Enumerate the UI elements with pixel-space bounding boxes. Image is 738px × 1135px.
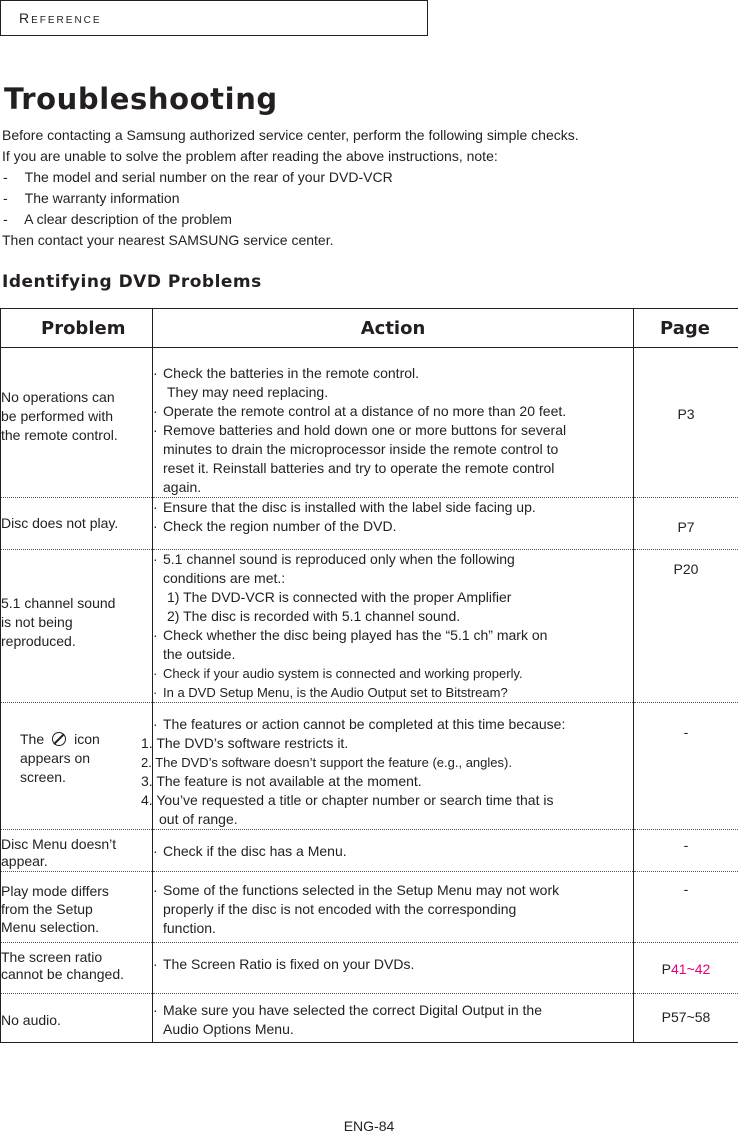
- action-cell: · The features or action cannot be completed at this time because: 1. The DVD’s software restricts it. 2. The DVD’s software doesn’t support the feature (e.g., angles). 3. The feature is not available at the moment. 4. You’ve requested a title or chapter number or search time that is out of range.: [153, 703, 634, 830]
- intro-line-3: Then contact your nearest SAMSUNG service center.: [2, 232, 334, 248]
- intro-line-2: If you are unable to solve the problem after reading the above instructions, note:: [2, 148, 498, 164]
- problem-cell: Disc does not play.: [1, 498, 153, 550]
- page-ref: P20: [634, 550, 738, 703]
- page-ref: P41~42: [634, 943, 738, 994]
- action-cell: · Make sure you have selected the correct Digital Output in the Audio Options Menu.: [153, 994, 634, 1043]
- table-row: [1, 348, 738, 498]
- table-row: [1, 943, 738, 994]
- action-cell: · Check if the disc has a Menu.: [153, 830, 634, 872]
- table-row: [1, 872, 738, 943]
- problem-cell: The screen ratio cannot be changed.: [1, 943, 153, 994]
- section-subtitle: Identifying DVD Problems: [2, 272, 262, 292]
- section-header: Reference: [19, 10, 102, 26]
- intro-line-1: Before contacting a Samsung authorized service center, perform the following simple checks.: [2, 127, 579, 143]
- problem-cell: 5.1 channel sound is not being reproduced.: [1, 550, 153, 703]
- header-page: Page: [634, 309, 738, 348]
- page-ref: P7: [634, 498, 738, 550]
- troubleshooting-table: [0, 308, 738, 1043]
- problem-cell: Disc Menu doesn’t appear.: [1, 830, 153, 872]
- problem-cell: The icon appears on screen.: [1, 703, 153, 830]
- problem-cell: Play mode differs from the Setup Menu selection.: [1, 872, 153, 943]
- intro-item: - The model and serial number on the rear of your DVD-VCR: [3, 169, 393, 185]
- page-number: ENG-84: [343, 1118, 395, 1134]
- table-row: [1, 994, 738, 1043]
- section-header-box: [0, 0, 428, 36]
- header-problem: Problem: [1, 309, 153, 348]
- page-title: Troubleshooting: [4, 82, 278, 116]
- prohibited-icon: [52, 732, 66, 746]
- action-cell: · Ensure that the disc is installed with the label side facing up. · Check the region number of the DVD.: [153, 498, 634, 550]
- page-ref: P3: [634, 348, 738, 498]
- action-cell: · Check the batteries in the remote control. They may need replacing. · Operate the remote control at a distance of no more than 20 feet. · Remove batteries and hold down one or more buttons for several minutes to drain the microprocessor inside the remote control to reset it. Reinstall batteries and try to operate the remote control again.: [153, 348, 634, 498]
- problem-cell: No operations can be performed with the remote control.: [1, 348, 153, 498]
- intro-item: - A clear description of the problem: [3, 211, 232, 227]
- intro-text: [2, 125, 579, 251]
- page-ref: -: [634, 703, 738, 830]
- table-row: [1, 498, 738, 550]
- page-ref: P57~58: [634, 994, 738, 1043]
- table-row: [1, 703, 738, 830]
- problem-cell: No audio.: [1, 994, 153, 1043]
- action-cell: · The Screen Ratio is fixed on your DVDs.: [153, 943, 634, 994]
- action-cell: · 5.1 channel sound is reproduced only when the following conditions are met.: 1) The DVD-VCR is connected with the proper Amplifier 2) The disc is recorded with 5.1 channel sound. · Check whether the disc being played has the “5.1 ch” mark on the outside. · Check if your audio system is connected and working properly. · In a DVD Setup Menu, is the Audio Output set to Bitstream?: [153, 550, 634, 703]
- header-action: Action: [153, 309, 634, 348]
- page-ref: -: [634, 872, 738, 943]
- intro-item: - The warranty information: [3, 190, 180, 206]
- table-row: [1, 830, 738, 872]
- action-cell: · Some of the functions selected in the Setup Menu may not work properly if the disc is not encoded with the corresponding function.: [153, 872, 634, 943]
- page-ref: -: [634, 830, 738, 872]
- table-row: [1, 550, 738, 703]
- table-header-row: [1, 309, 738, 348]
